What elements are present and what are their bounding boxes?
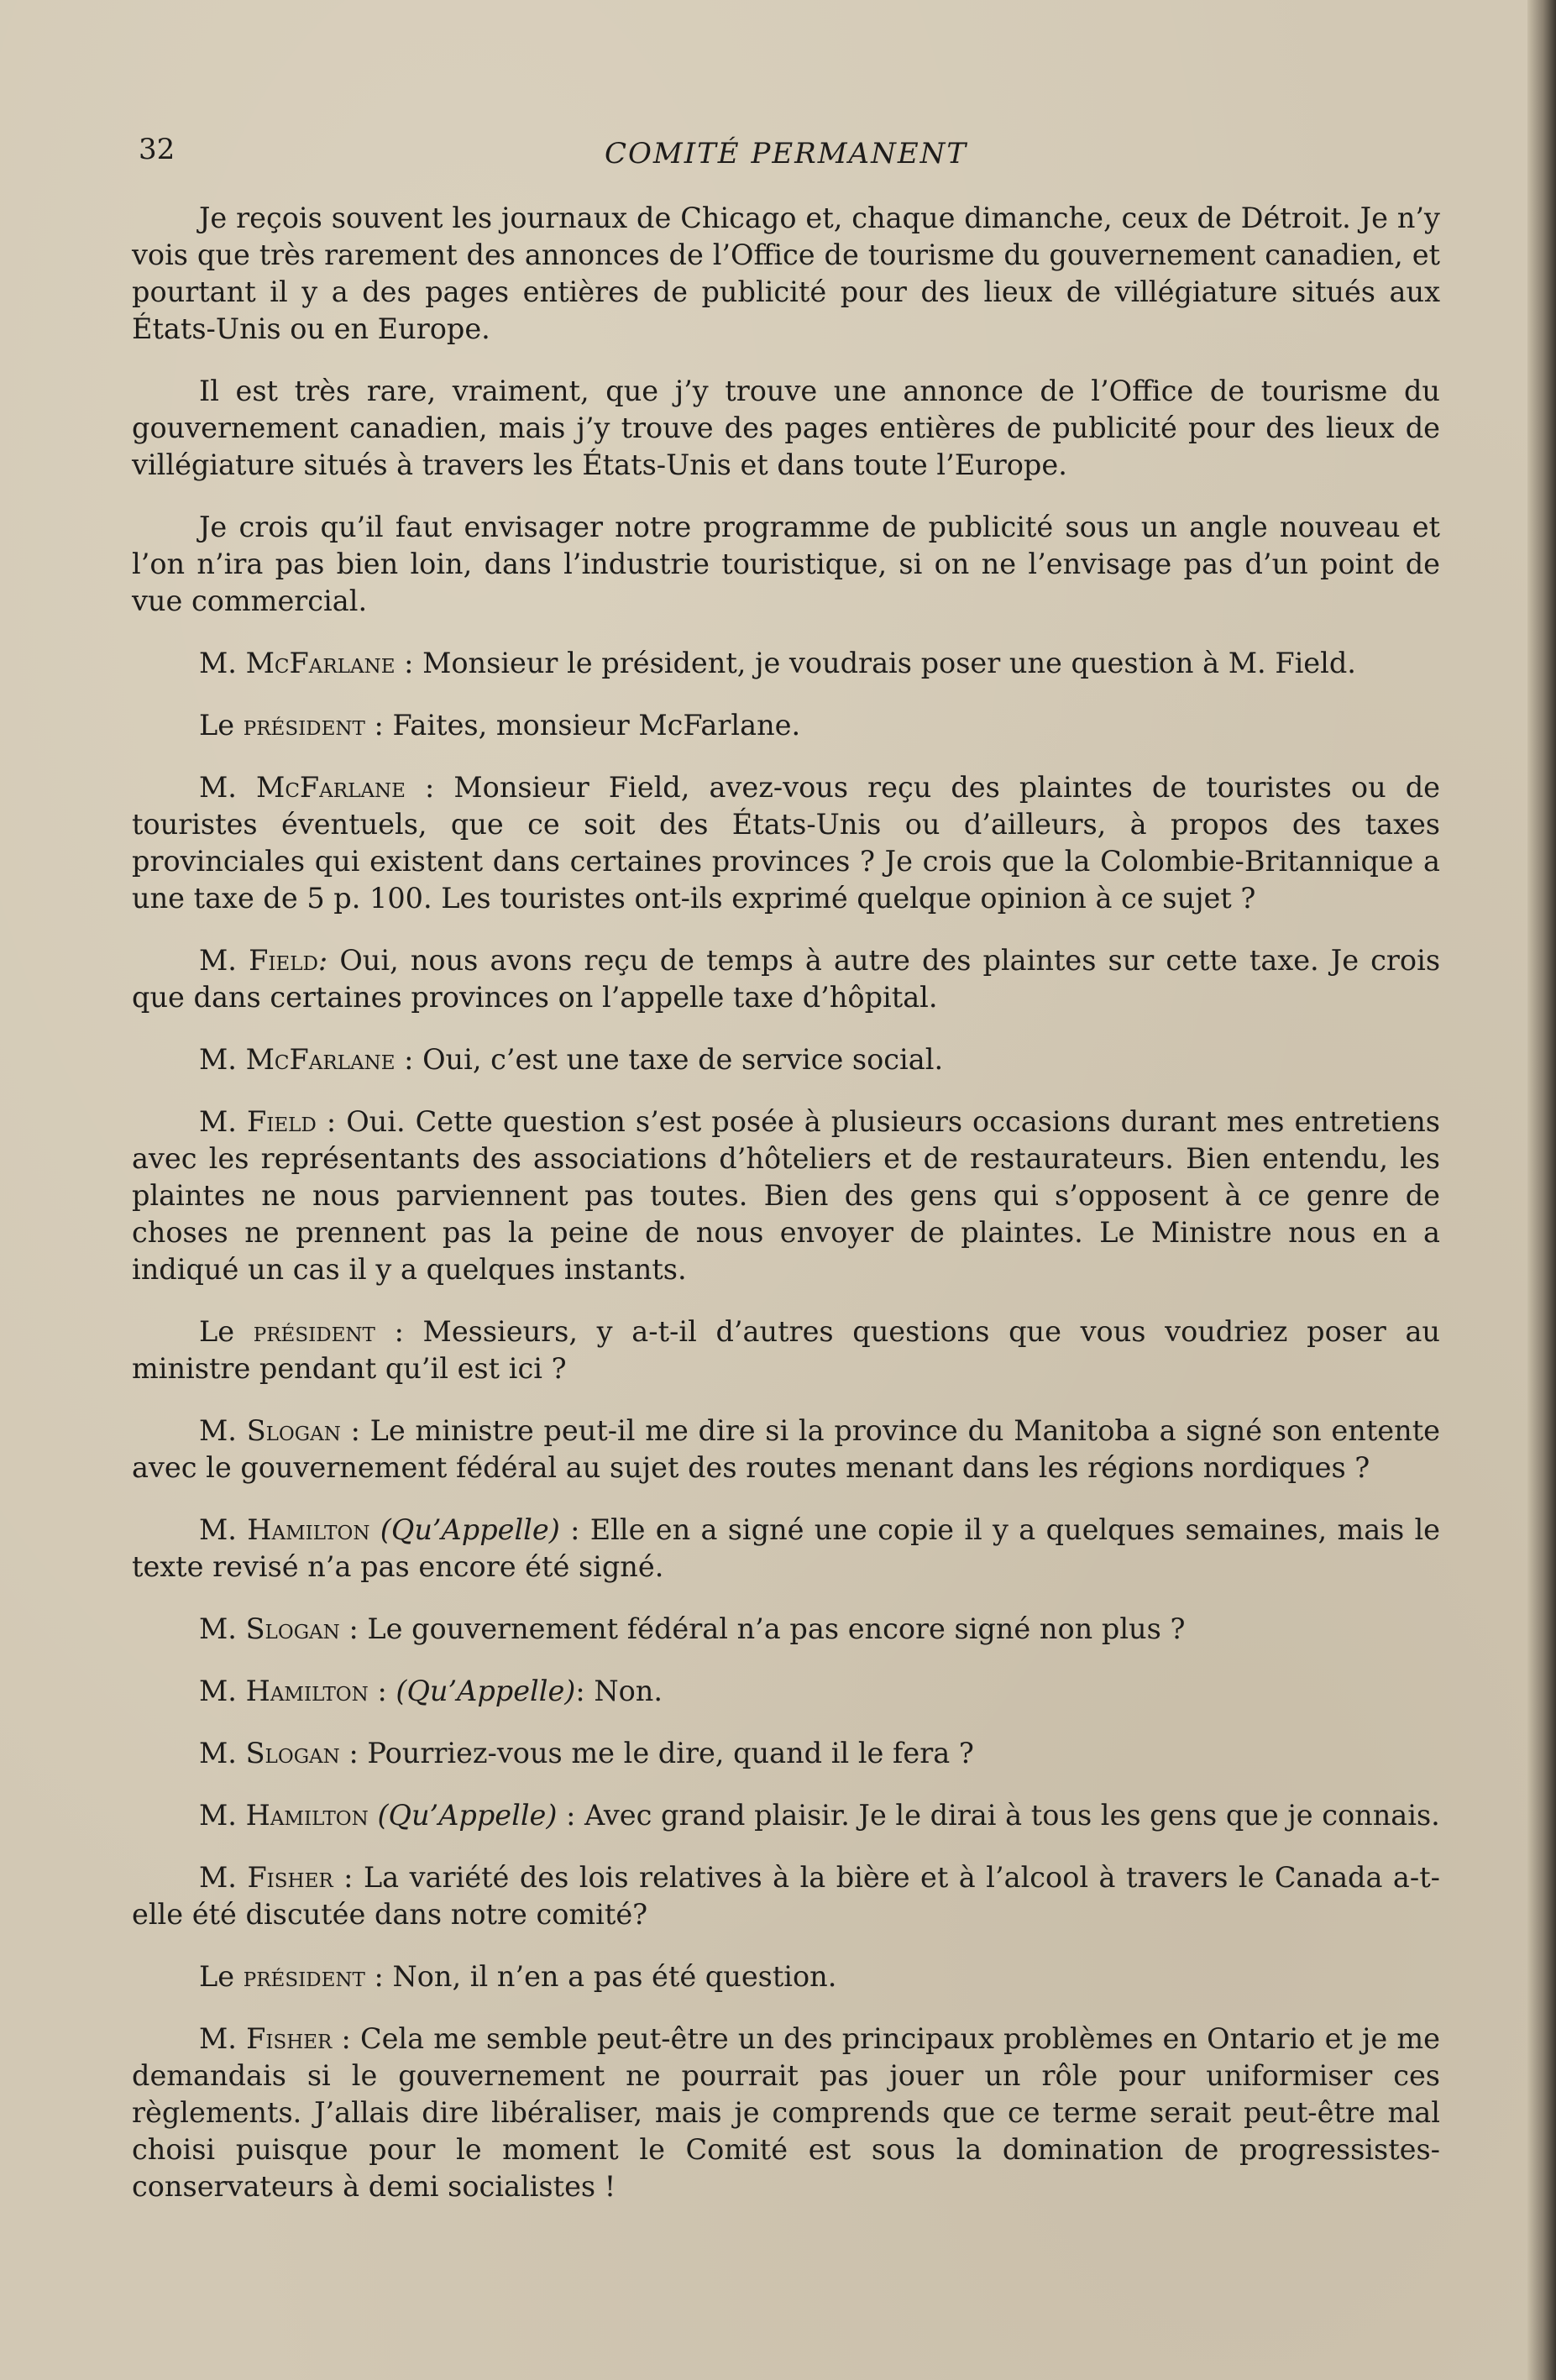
speech-paragraph: M. McFarlane : Monsieur le président, je voudrais poser une question à M. Field. (199, 647, 1356, 679)
paragraph: Je crois qu’il faut envisager notre programme de publicité sous un angle nouveau et l’on n’ira pas bien loin, dans l’industrie touristique, si on ne l’envisage pas d’un point de vue commercial. (132, 511, 1440, 617)
paragraph: Je reçois souvent les journaux de Chicago et, chaque dimanche, ceux de Détroit. Je n’y vois que très rarement des annonces de l’Office de tourisme du gouvernement canadien, et pourtant il y a des pages entières de publicité pour des lieux de villégiature situés aux États-Unis ou en Europe. (132, 202, 1440, 345)
speaker-name: Hamilton (245, 1675, 369, 1707)
speech-text: Elle en a signé une copie il y a quelques semaines, mais le texte revisé n’a pas encore été signé. (132, 1513, 1441, 1583)
speech-paragraph: M. McFarlane : Oui, c’est une taxe de service social. (199, 1043, 944, 1076)
speaker-name: McFarlane (245, 647, 396, 679)
speech-paragraph: M. Slogan : Le gouvernement fédéral n’a pas encore signé non plus ? (199, 1612, 1186, 1645)
speech-text: Monsieur le président, je voudrais poser une question à M. Field. (422, 647, 1356, 679)
speaker-prefix: M. (199, 771, 237, 804)
speech-text: Le gouvernement fédéral n’a pas encore signé non plus ? (367, 1612, 1186, 1645)
speaker-name: Slogan (245, 1737, 340, 1769)
speech-paragraph: M. Fisher : La variété des lois relatives à la bière et à l’alcool à travers le Canada a-t-elle été discutée dans notre comité? (132, 1861, 1441, 1931)
speaker-name: Fisher (246, 2022, 333, 2055)
speech-text: Le ministre peut-il me dire si la province du Manitoba a signé son entente avec le gouvernement fédéral au sujet des routes menant dans les régions nordiques ? (132, 1414, 1440, 1484)
speech-paragraph: M. Hamilton (Qu’Appelle) : Elle en a signé une copie il y a quelques semaines, mais le texte revisé n’a pas encore été signé. (132, 1513, 1441, 1583)
speaker-prefix: Le (199, 709, 235, 742)
running-head: COMITÉ PERMANENT (605, 137, 968, 170)
speech-paragraph: M. Hamilton : (Qu’Appelle): Non. (199, 1675, 663, 1707)
page-number: 32 (139, 133, 176, 166)
speech-paragraph: Le président : Non, il n’en a pas été question. (199, 1960, 837, 1993)
speech-text: Messieurs, y a-t-il d’autres questions que vous voudriez poser au ministre pendant qu’il est ici ? (132, 1315, 1440, 1385)
speech-text: Pourriez-vous me le dire, quand il le fera ? (367, 1737, 974, 1769)
speaker-prefix: Le (199, 1960, 235, 1993)
speaker-prefix: M. (199, 647, 237, 679)
speech-paragraph: M. Field: Oui, nous avons reçu de temps à autre des plaintes sur cette taxe. Je crois que dans certaines provinces on l’appelle taxe d’hôpital. (132, 944, 1441, 1014)
speech-text: Cela me semble peut-être un des principaux problèmes en Ontario et je me demandais si le gouvernement ne pourrait pas jouer un rôle pour uniformiser ces règlements. J’allais dire libéraliser, mais je comprends que ce terme serait peut-être mal choisi puisque pour le moment le Comité est sous la domination de progressistes-conservateurs à demi socialistes ! (132, 2022, 1440, 2203)
speaker-prefix: M. (199, 944, 237, 977)
speech-text: Faites, monsieur McFarlane. (392, 709, 801, 742)
speaker-prefix: M. (199, 2022, 237, 2055)
speech-text: Monsieur Field, avez-vous reçu des plaintes de touristes ou de touristes éventuels, que ce soit des États-Unis ou d’ailleurs, à propos des taxes provinciales qui existent dans certaines provinces ? Je crois que la Colombie-Britannique a une taxe de 5 p. 100. Les touristes ont-ils exprimé quelque opinion à ce sujet ? (132, 771, 1440, 915)
speech-text: La variété des lois relatives à la bière et à l’alcool à travers le Canada a-t-elle été discutée dans notre comité? (132, 1861, 1441, 1931)
speaker-qualifier: (Qu’Appelle) (377, 1799, 558, 1832)
speech-text: Avec grand plaisir. Je le dirai à tous les gens que je connais. (584, 1799, 1440, 1832)
speech-paragraph: M. Fisher : Cela me semble peut-être un des principaux problèmes en Ontario et je me demandais si le gouvernement ne pourrait pas jouer un rôle pour uniformiser ces règlements. J’allais dire libéraliser, mais je comprends que ce terme serait peut-être mal choisi puisque pour le moment le Comité est sous la domination de progressistes-conservateurs à demi socialistes ! (132, 2022, 1440, 2203)
speech-text: Oui, nous avons reçu de temps à autre des plaintes sur cette taxe. Je crois que dans certaines provinces on l’appelle taxe d’hôpital. (132, 944, 1441, 1014)
speaker-prefix: M. (199, 1799, 237, 1832)
speaker-name: Field (249, 944, 318, 977)
speaker-prefix: M. (199, 1414, 237, 1447)
speaker-name: Field (247, 1105, 317, 1138)
page-binding-edge (1527, 0, 1556, 2380)
speaker-name: Hamilton (245, 1799, 369, 1832)
speech-text: Non. (594, 1675, 663, 1707)
speech-paragraph: Le président : Faites, monsieur McFarlane. (199, 709, 801, 742)
speech-text: Non, il n’en a pas été question. (392, 1960, 837, 1993)
paragraph: Il est très rare, vraiment, que j’y trouve une annonce de l’Office de tourisme du gouvernement canadien, mais j’y trouve des pages entières de publicité pour des lieux de villégiature situés à travers les États-Unis et dans toute l’Europe. (132, 375, 1440, 481)
speaker-qualifier: (Qu’Appelle) (380, 1513, 560, 1546)
speaker-name: président (243, 709, 365, 742)
speaker-prefix: M. (199, 1861, 237, 1894)
speaker-qualifier: (Qu’Appelle) (396, 1675, 576, 1707)
speech-paragraph: M. Slogan : Le ministre peut-il me dire si la province du Manitoba a signé son entente avec le gouvernement fédéral au sujet des routes menant dans les régions nordiques ? (132, 1414, 1440, 1484)
speech-text: Oui. Cette question s’est posée à plusieurs occasions durant mes entretiens avec les représentants des associations d’hôteliers et de restaurateurs. Bien entendu, les plaintes ne nous parviennent pas toutes. Bien des gens qui s’opposent à ce genre de choses ne prennent pas la peine de nous envoyer de plaintes. Le Ministre nous en a indiqué un cas il y a quelques instants. (132, 1105, 1440, 1286)
speaker-prefix: M. (199, 1513, 237, 1546)
speech-paragraph: M. Field : Oui. Cette question s’est posée à plusieurs occasions durant mes entretiens avec les représentants des associations d’hôteliers et de restaurateurs. Bien entendu, les plaintes ne nous parviennent pas toutes. Bien des gens qui s’opposent à ce genre de choses ne prennent pas la peine de nous envoyer de plaintes. Le Ministre nous en a indiqué un cas il y a quelques instants. (132, 1105, 1440, 1286)
speech-paragraph: M. Slogan : Pourriez-vous me le dire, quand il le fera ? (199, 1737, 974, 1769)
document-body (132, 200, 1440, 2231)
speaker-prefix: M. (199, 1043, 237, 1076)
speaker-prefix: M. (199, 1612, 237, 1645)
speaker-prefix: M. (199, 1675, 237, 1707)
speaker-name: président (253, 1315, 375, 1348)
speaker-name: Fisher (247, 1861, 333, 1894)
speaker-name: McFarlane (256, 771, 406, 804)
speaker-prefix: M. (199, 1737, 237, 1769)
speaker-prefix: M. (199, 1105, 237, 1138)
speaker-name: Slogan (246, 1414, 341, 1447)
speech-paragraph: M. McFarlane : Monsieur Field, avez-vous reçu des plaintes de touristes ou de touristes éventuels, que ce soit des États-Unis ou d’ailleurs, à propos des taxes provinciales qui existent dans certaines provinces ? Je crois que la Colombie-Britannique a une taxe de 5 p. 100. Les touristes ont-ils exprimé quelque opinion à ce sujet ? (132, 771, 1440, 915)
speech-paragraph: M. Hamilton (Qu’Appelle) : Avec grand plaisir. Je le dirai à tous les gens que je connais. (199, 1799, 1440, 1832)
speech-paragraph: Le président : Messieurs, y a-t-il d’autres questions que vous voudriez poser au ministre pendant qu’il est ici ? (132, 1315, 1440, 1385)
speaker-name: Hamilton (247, 1513, 370, 1546)
speaker-name: président (243, 1960, 365, 1993)
speaker-name: McFarlane (245, 1043, 396, 1076)
speaker-name: Slogan (245, 1612, 340, 1645)
speech-text: Oui, c’est une taxe de service social. (422, 1043, 944, 1076)
speaker-prefix: Le (199, 1315, 235, 1348)
